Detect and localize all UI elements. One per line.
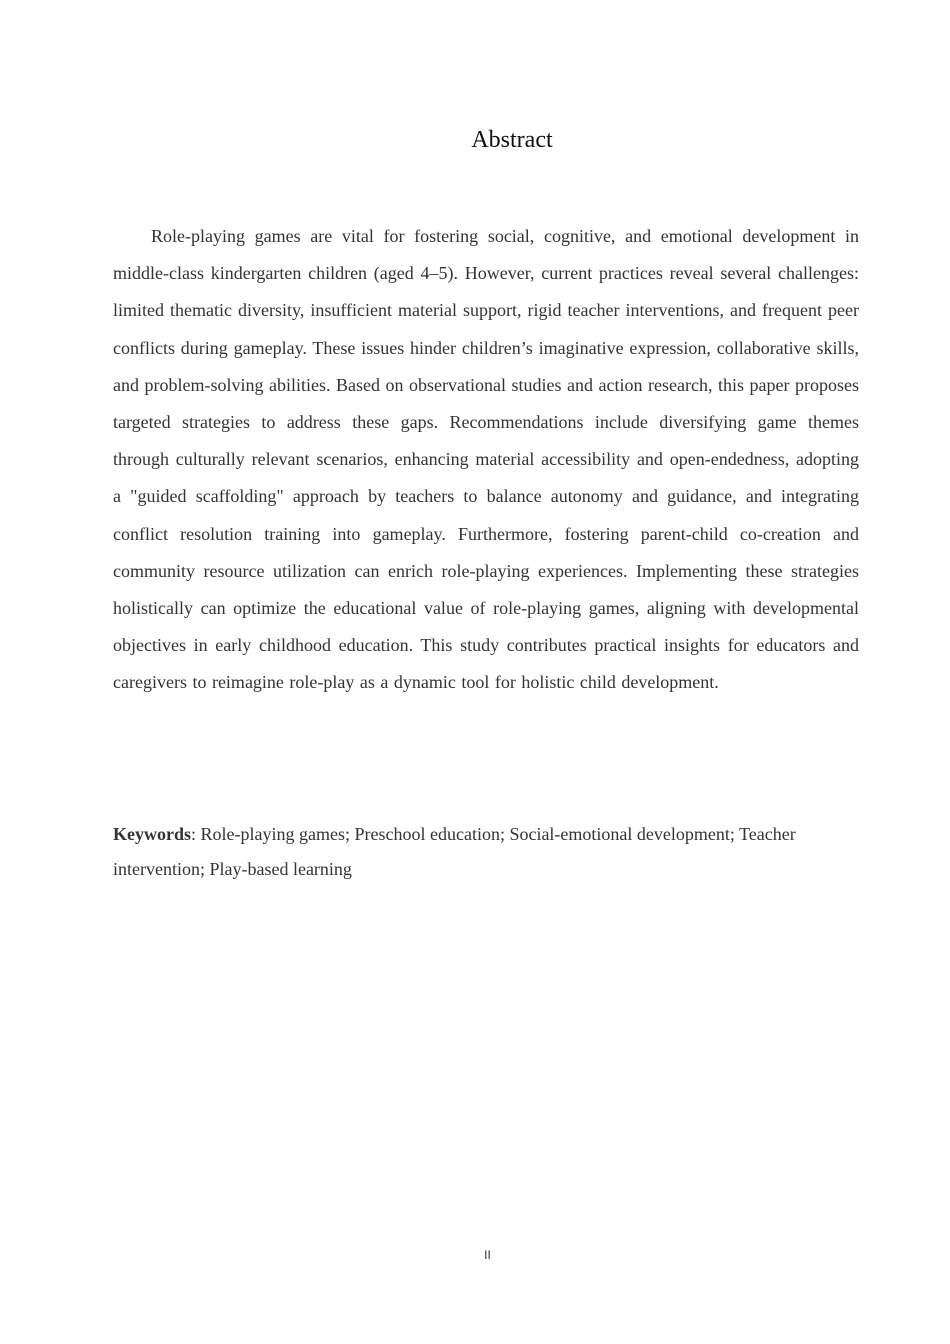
keywords-separator: : (191, 824, 201, 844)
page-number: II (484, 1248, 491, 1262)
keywords-label: Keywords (113, 824, 191, 844)
abstract-title: Abstract (471, 127, 553, 153)
keywords-paragraph (113, 817, 859, 887)
abstract-paragraph: Role-playing games are vital for fostering social, cognitive, and emotional development in middle-class kindergarten children (aged 4–5). However, current practices reveal several challenges: limited thematic diversity, insufficient material support, rigid teacher interventions, and frequent peer conflicts during gameplay. These issues hinder children’s imaginative expression, collaborative skills, and problem-solving abilities. Based on observational studies and action research, this paper proposes targeted strategies to address these gaps. Recommendations include diversifying game themes through culturally relevant scenarios, enhancing material accessibility and open-endedness, adopting a "guided scaffolding" approach by teachers to balance autonomy and guidance, and integrating conflict resolution training into gameplay. Furthermore, fostering parent-child co-creation and community resource utilization can enrich role-playing experiences. Implementing these strategies holistically can optimize the educational value of role-playing games, aligning with developmental objectives in early childhood education. This study contributes practical insights for educators and caregivers to reimagine role-play as a dynamic tool for holistic child development. (113, 226, 859, 693)
keywords-list: Role-playing games; Preschool education; Social-emotional development; Teacher intervention; Play-based learning (113, 824, 796, 879)
